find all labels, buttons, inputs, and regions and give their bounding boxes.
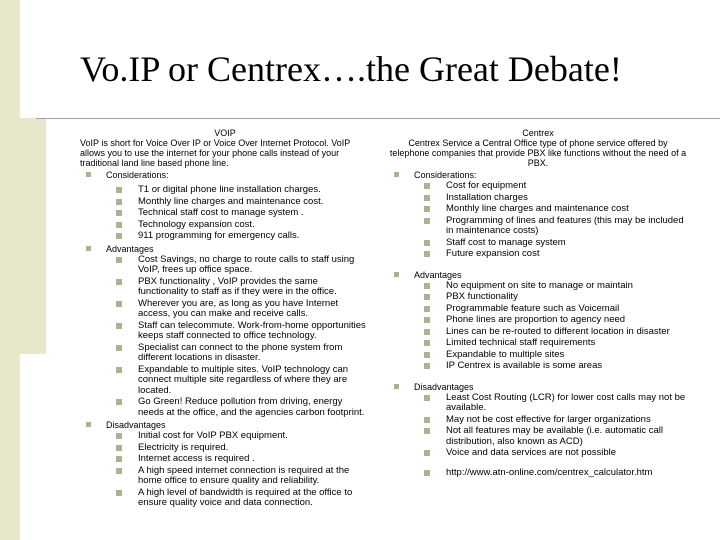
centrex-consideration-item: Programming of lines and features (this may be included in maintenance costs) bbox=[388, 216, 688, 237]
voip-heading: VOIP bbox=[214, 128, 236, 138]
voip-advantages-label: Advantages bbox=[80, 244, 370, 254]
voip-consideration-item: Technical staff cost to manage system . bbox=[80, 208, 370, 219]
voip-advantage-item: PBX functionality , VoIP provides the same functionality to staff as if they were in the office. bbox=[80, 277, 370, 298]
centrex-advantage-item: No equipment on site to manage or maintain bbox=[388, 281, 688, 292]
centrex-consideration-item: Installation charges bbox=[388, 193, 688, 204]
voip-advantage-item: Go Green! Reduce pollution from driving, energy needs at the office, and the agencies carbon footprint. bbox=[80, 397, 370, 418]
centrex-advantage-item: Expandable to multiple sites bbox=[388, 350, 688, 361]
centrex-disadvantages-label: Disadvantages bbox=[388, 382, 688, 392]
voip-disadvantages-label: Disadvantages bbox=[80, 420, 370, 430]
voip-advantage-item: Staff can telecommute. Work-from-home opportunities keeps staff connected to office technology. bbox=[80, 321, 370, 342]
centrex-consideration-item: Monthly line charges and maintenance cost bbox=[388, 204, 688, 215]
centrex-advantage-item: Programmable feature such as Voicemail bbox=[388, 304, 688, 315]
centrex-considerations-label: Considerations: bbox=[388, 170, 688, 180]
voip-disadvantage-item: A high level of bandwidth is required at the office to ensure quality voice and data connection. bbox=[80, 488, 370, 509]
voip-disadvantage-item: A high speed internet connection is required at the home office to ensure quality and reliability. bbox=[80, 466, 370, 487]
centrex-intro: Centrex Service a Central Office type of phone service offered by telephone companies that provide PBX like functions without the need of a PBX. bbox=[389, 138, 687, 168]
voip-advantage-item: Wherever you are, as long as you have Internet access, you can make and receive calls. bbox=[80, 299, 370, 320]
voip-disadvantage-item: Initial cost for VoIP PBX equipment. bbox=[80, 431, 370, 442]
voip-consideration-item: Technology expansion cost. bbox=[80, 220, 370, 231]
voip-advantage-item: Cost Savings, no charge to route calls to staff using VoIP, frees up office space. bbox=[80, 255, 370, 276]
centrex-advantage-item: IP Centrex is available is some areas bbox=[388, 361, 688, 372]
centrex-consideration-item: Staff cost to manage system bbox=[388, 238, 688, 249]
voip-advantage-item: Specialist can connect to the phone system from different locations in disaster. bbox=[80, 343, 370, 364]
centrex-disadvantage-item: May not be cost effective for larger organizations bbox=[388, 415, 688, 426]
centrex-consideration-item: Future expansion cost bbox=[388, 249, 688, 260]
centrex-heading: Centrex bbox=[522, 128, 554, 138]
left-accent-bar bbox=[0, 0, 20, 540]
slide-title: Vo.IP or Centrex….the Great Debate! bbox=[80, 49, 622, 89]
centrex-disadvantage-item: Least Cost Routing (LCR) for lower cost calls may not be available. bbox=[388, 393, 688, 414]
centrex-disadvantage-item: Voice and data services are not possible bbox=[388, 448, 688, 459]
voip-consideration-item: Monthly line charges and maintenance cost. bbox=[80, 197, 370, 208]
centrex-advantage-item: Phone lines are proportion to agency need bbox=[388, 315, 688, 326]
centrex-column bbox=[388, 128, 688, 478]
voip-advantage-item: Expandable to multiple sites. VoIP technology can connect multiple site regardless of where they are located. bbox=[80, 365, 370, 397]
title-divider bbox=[36, 118, 720, 119]
centrex-advantage-item: Lines can be re-routed to different location in disaster bbox=[388, 327, 688, 338]
centrex-consideration-item: Cost for equipment bbox=[388, 181, 688, 192]
voip-considerations-label: Considerations: bbox=[80, 170, 370, 180]
centrex-calculator-link[interactable]: http://www.atn-online.com/centrex_calculator.htm bbox=[388, 468, 688, 479]
centrex-advantage-item: Limited technical staff requirements bbox=[388, 338, 688, 349]
centrex-advantage-item: PBX functionality bbox=[388, 292, 688, 303]
centrex-advantages-label: Advantages bbox=[388, 270, 688, 280]
voip-disadvantage-item: Internet access is required . bbox=[80, 454, 370, 465]
left-accent-block bbox=[20, 118, 46, 354]
voip-disadvantage-item: Electricity is required. bbox=[80, 443, 370, 454]
voip-consideration-item: 911 programming for emergency calls. bbox=[80, 231, 370, 242]
centrex-disadvantage-item: Not all features may be available (i.e. automatic call distribution, also known as ACD) bbox=[388, 426, 688, 447]
voip-consideration-item: T1 or digital phone line installation charges. bbox=[80, 185, 370, 196]
voip-intro: VoIP is short for Voice Over IP or Voice Over Internet Protocol. VoIP allows you to use the internet for your phone calls instead of your traditional land line based phone line. bbox=[80, 138, 351, 168]
voip-column bbox=[80, 128, 370, 509]
